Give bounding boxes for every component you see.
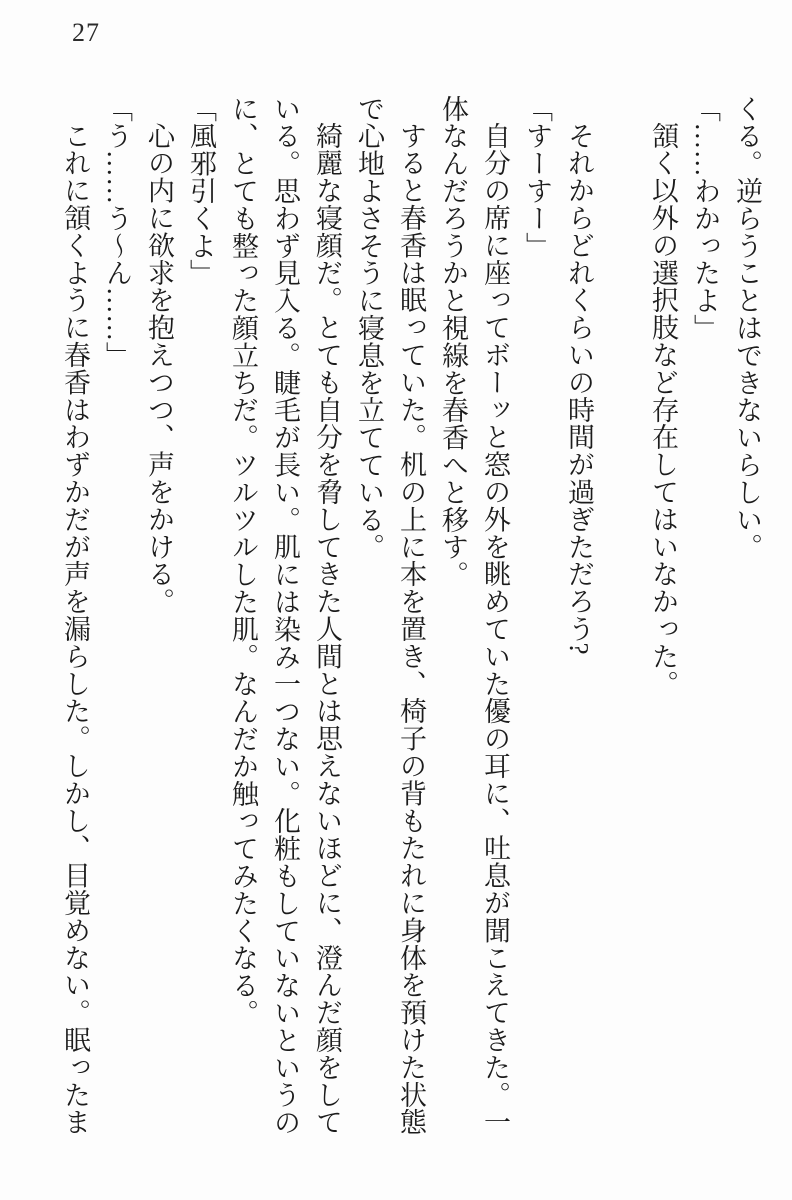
paragraph: 心の内に欲求を抱えつつ、声をかける。 [144, 122, 174, 616]
paragraph: 自分の席に座ってボーッと窓の外を眺めていた優の耳に、吐息が聞こえてきた。一体なんだろうかと視線を春香へと移す。 [438, 95, 510, 1136]
paragraph: 頷く以外の選択肢など存在してはいなかった。 [648, 122, 678, 698]
paragraph-after-scene-break: それからどれくらいの時間が過ぎただろう? [564, 122, 594, 655]
dialogue-line: 「すーすー」 [522, 95, 552, 260]
paragraph-continuation: くる。逆らうことはできないらしい。 [732, 95, 762, 561]
vertical-text-block [54, 95, 768, 1137]
paragraph-page-end: これに頷くように春香はわずかだが声を漏らした。しかし、目覚めない。眠ったま [60, 122, 90, 1136]
paragraph: 綺麗な寝顔だ。とても自分を脅してきた人間とは思えないほどに、澄んだ顔をしている。思わず見入る。睫毛が長い。肌には染み一つない。化粧もしていないというのに、とても整った顔立ちだ。ツルツルした肌。なんだか触ってみたくなる。 [228, 95, 342, 1137]
dialogue-line: 「う……う〜ん……」 [102, 95, 132, 369]
paragraph: すると春香は眠っていた。机の上に本を置き、椅子の背もたれに身体を預けた状態で心地よさそうに寝息を立てている。 [354, 95, 426, 1136]
dialogue-line: 「……わかったよ」 [690, 95, 720, 342]
dialogue-line: 「風邪引くよ」 [186, 95, 216, 287]
page-number: 27 [72, 18, 100, 47]
